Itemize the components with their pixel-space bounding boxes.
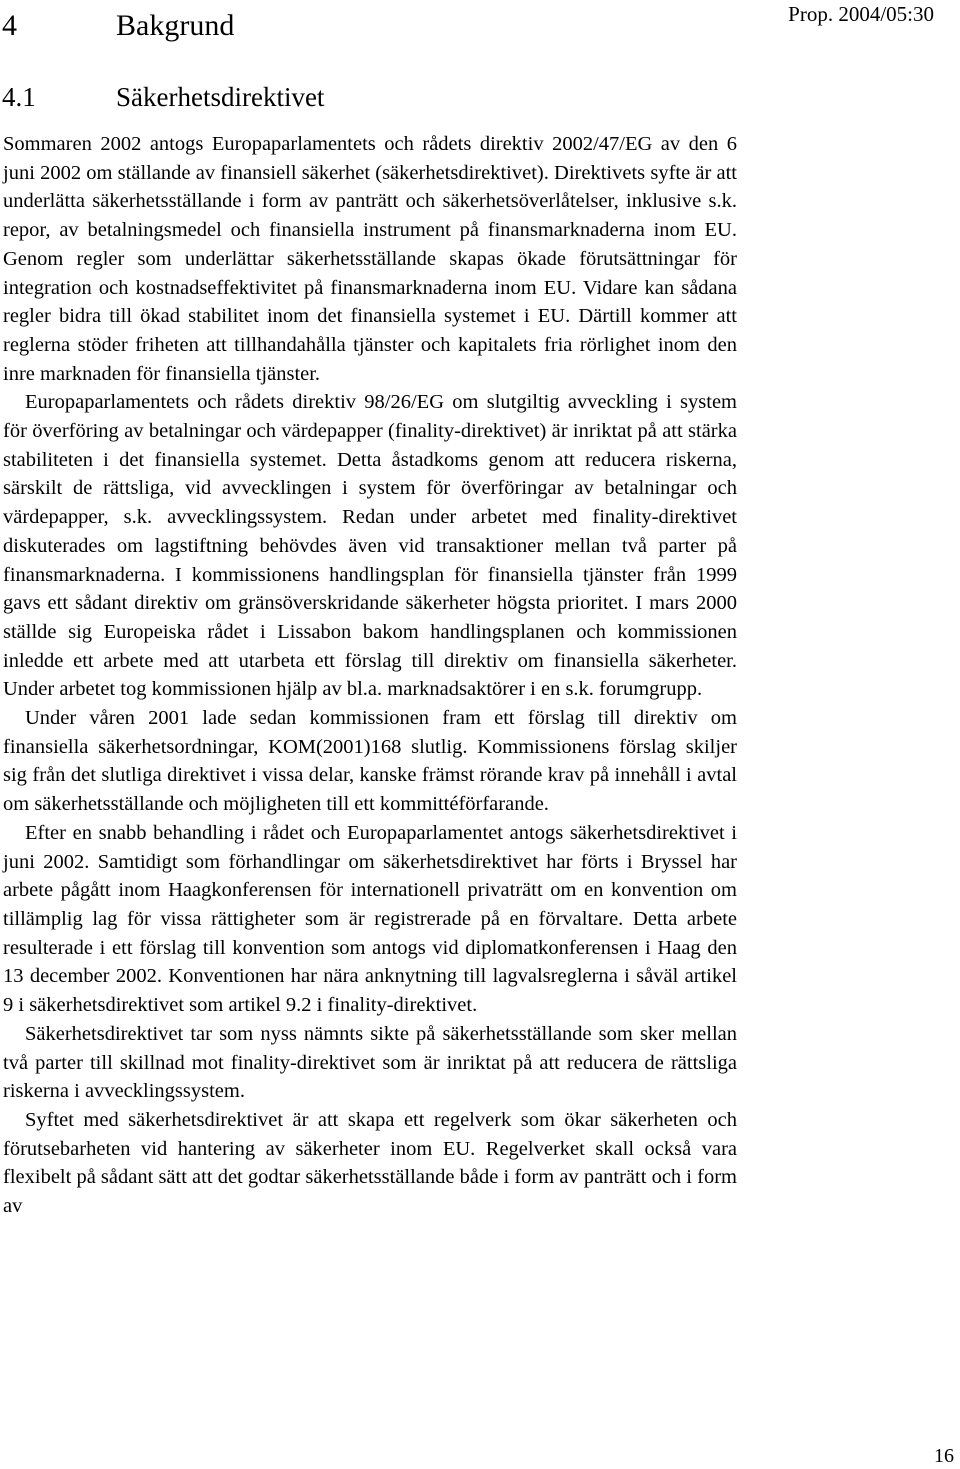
paragraph: Syftet med säkerhetsdirektivet är att skapa ett regelverk som ökar säkerheten och förutsebarheten vid hantering av säkerheter inom EU. Regelverket skall också vara flexibelt på sådant sätt att det godtar säkerhetsställande både i form av panträtt och i form av <box>3 1108 737 1218</box>
chapter-title: Bakgrund <box>116 9 235 42</box>
section-number: 4.1 <box>2 82 36 112</box>
section-heading <box>2 79 324 115</box>
paragraph: Under våren 2001 lade sedan kommissionen fram ett förslag till direktiv om finansiella säkerhetsordningar, KOM(2001)168 slutlig. Kommissionens förslag skiljer sig från det slutliga direktivet i vissa delar, kanske främst rörande krav på innehåll i avtal om säkerhetsställande och möjligheten till ett kommittéförfarande. <box>3 707 737 816</box>
paragraph: Efter en snabb behandling i rådet och Europaparlamentet antogs säkerhetsdirektivet i juni 2002. Samtidigt som förhandlingar om säkerhetsdirektivet har förts i Bryssel har arbete pågått inom Haagkonferensen för internationell privaträtt om en konvention om tillämplig lag för vissa rättigheter som är registrerade på en förvaltare. Detta arbete resulterade i ett förslag till konvention som antogs vid diplomatkonferensen i Haag den 13 december 2002. Konventionen har nära anknytning till lagvalsreglerna i såväl artikel 9 i säkerhetsdirektivet som artikel 9.2 i finality-direktivet. <box>3 821 737 1017</box>
paragraph: Säkerhetsdirektivet tar som nyss nämnts sikte på säkerhetsställande som sker mellan två parter till skillnad mot finality-direktivet som är inriktat på att reducera de rättsliga riskerna i avvecklingssystem. <box>3 1022 737 1103</box>
paragraph: Sommaren 2002 antogs Europaparlamentets och rådets direktiv 2002/47/EG av den 6 juni 2002 om ställande av finansiell säkerhet (säkerhetsdirektivet). Direktivets syfte är att underlätta säkerhetsställande i form av panträtt och säkerhetsöverlåtelser, inklusive s.k. repor, av betalningsmedel och finansiella instrument på finansmarknaderna inom EU. Genom regler som underlättar säkerhetsställande skapas ökade förutsättningar för integration och kostnadseffektivitet på finansmarknaderna inom EU. Vidare kan sådana regler bidra till ökad stabilitet inom det finansiella systemet i EU. Därtill kommer att reglerna stöder friheten att tillhandahålla tjänster och kapitalets fria rörlighet inom den inre marknaden för finansiella tjänster. <box>3 133 737 385</box>
chapter-heading <box>2 6 234 46</box>
body-text <box>3 130 737 1221</box>
section-title: Säkerhetsdirektivet <box>116 82 325 112</box>
page-number: 16 <box>934 1445 954 1467</box>
chapter-number: 4 <box>2 9 17 42</box>
proposition-reference: Prop. 2004/05:30 <box>788 2 934 26</box>
paragraph: Europaparlamentets och rådets direktiv 98/26/EG om slutgiltig avveckling i system för överföring av betalningar och värdepapper (finality-direktivet) är inriktat på att stärka stabiliteten i det finansiella systemet. Detta åstadkoms genom att reducera riskerna, särskilt de rättsliga, vid avvecklingen i system för överföringar av betalningar och värdepapper, s.k. avvecklingssystem. Redan under arbetet med finality-direktivet diskuterades om lagstiftning behövdes även vid transaktioner mellan två parter på finansmarknaderna. I kommissionens handlingsplan för finansiella tjänster från 1999 gavs ett sådant direktiv om gränsöverskridande säkerheter högsta prioritet. I mars 2000 ställde sig Europeiska rådet i Lissabon bakom handlingsplanen och kommissionen inledde ett arbete med att utarbeta ett förslag till direktiv om finansiella säkerheter. Under arbetet tog kommissionen hjälp av bl.a. marknadsaktörer i en s.k. forumgrupp. <box>3 391 737 701</box>
